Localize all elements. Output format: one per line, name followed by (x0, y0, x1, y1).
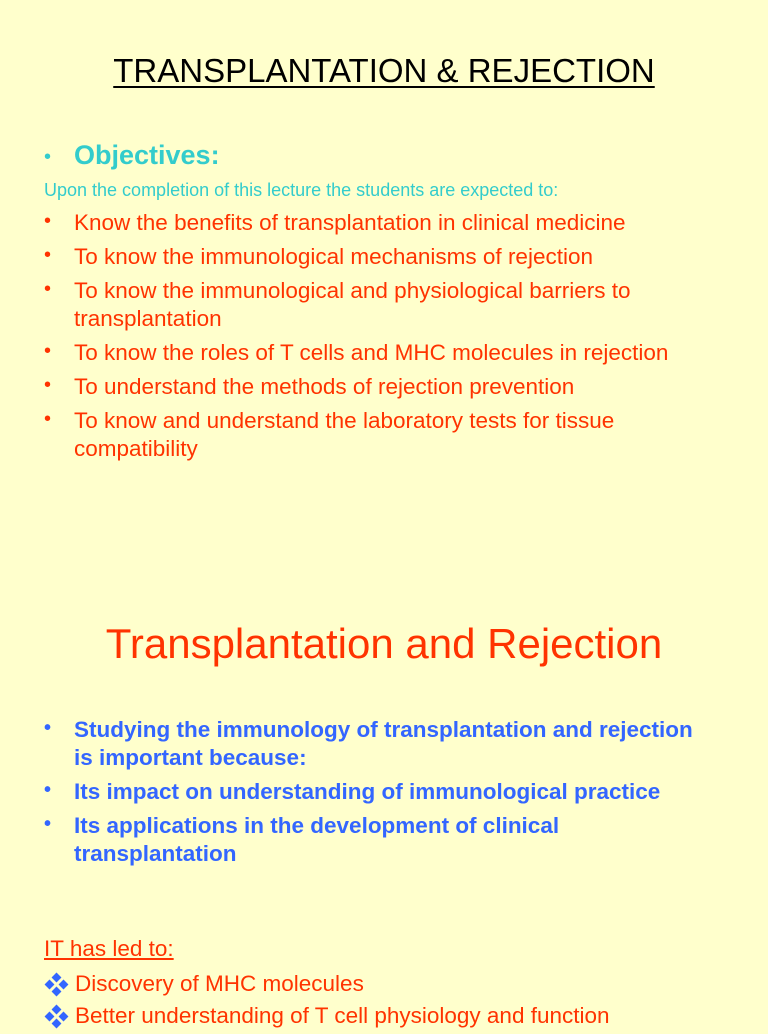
list-item-text: Discovery of MHC molecules (75, 971, 364, 996)
slide-title: Transplantation and Rejection (105, 620, 663, 667)
list-item-text: Studying the immunology of transplantation and rejection is important because: (74, 717, 693, 770)
list-item-text: To know the roles of T cells and MHC molecules in rejection (74, 340, 669, 365)
four-diamond-bullet-icon (46, 974, 68, 996)
list-item (0, 716, 714, 772)
bullet-dot-icon: • (44, 278, 52, 300)
importance-list (0, 716, 714, 874)
list-item-text: To know and understand the laboratory tests for tissue compatibility (74, 408, 615, 461)
list-item (0, 277, 714, 333)
list-item (0, 970, 755, 998)
list-item (0, 812, 714, 868)
list-item (0, 1002, 755, 1030)
led-to-heading: IT has led to: (44, 936, 174, 961)
bullet-dot-icon: • (44, 717, 52, 739)
list-item-text: Its impact on understanding of immunological practice (74, 779, 661, 804)
bullet-dot-icon: • (44, 340, 52, 362)
slide-title: TRANSPLANTATION & REJECTION (113, 52, 655, 89)
list-item-text: Better understanding of T cell physiology and function (75, 1003, 610, 1028)
list-item (0, 778, 714, 806)
list-item-text: To know the immunological mechanisms of rejection (74, 244, 593, 269)
bullet-dot-icon: • (44, 244, 52, 266)
objectives-list (0, 209, 714, 469)
four-diamond-bullet-icon (46, 1006, 68, 1028)
bullet-dot-icon: • (44, 813, 52, 835)
bullet-dot-icon: • (44, 210, 52, 232)
objectives-heading: Objectives: (74, 140, 220, 170)
list-item (0, 209, 714, 237)
list-item-text: Know the benefits of transplantation in clinical medicine (74, 210, 626, 235)
bullet-dot-icon: • (44, 408, 52, 430)
led-to-list (0, 970, 755, 1034)
list-item (0, 407, 714, 463)
bullet-dot-icon: • (44, 374, 52, 396)
list-item (0, 243, 714, 271)
bullet-dot-icon: • (44, 146, 52, 168)
list-item-text: To know the immunological and physiological barriers to transplantation (74, 278, 631, 331)
slide-transplantation-rejection (0, 560, 768, 1028)
list-item (0, 373, 714, 401)
bullet-dot-icon: • (44, 779, 52, 801)
list-item-text: To understand the methods of rejection prevention (74, 374, 575, 399)
list-item-text: Its applications in the development of clinical transplantation (74, 813, 560, 866)
objectives-intro: Upon the completion of this lecture the students are expected to: (44, 180, 559, 200)
list-item (0, 339, 714, 367)
